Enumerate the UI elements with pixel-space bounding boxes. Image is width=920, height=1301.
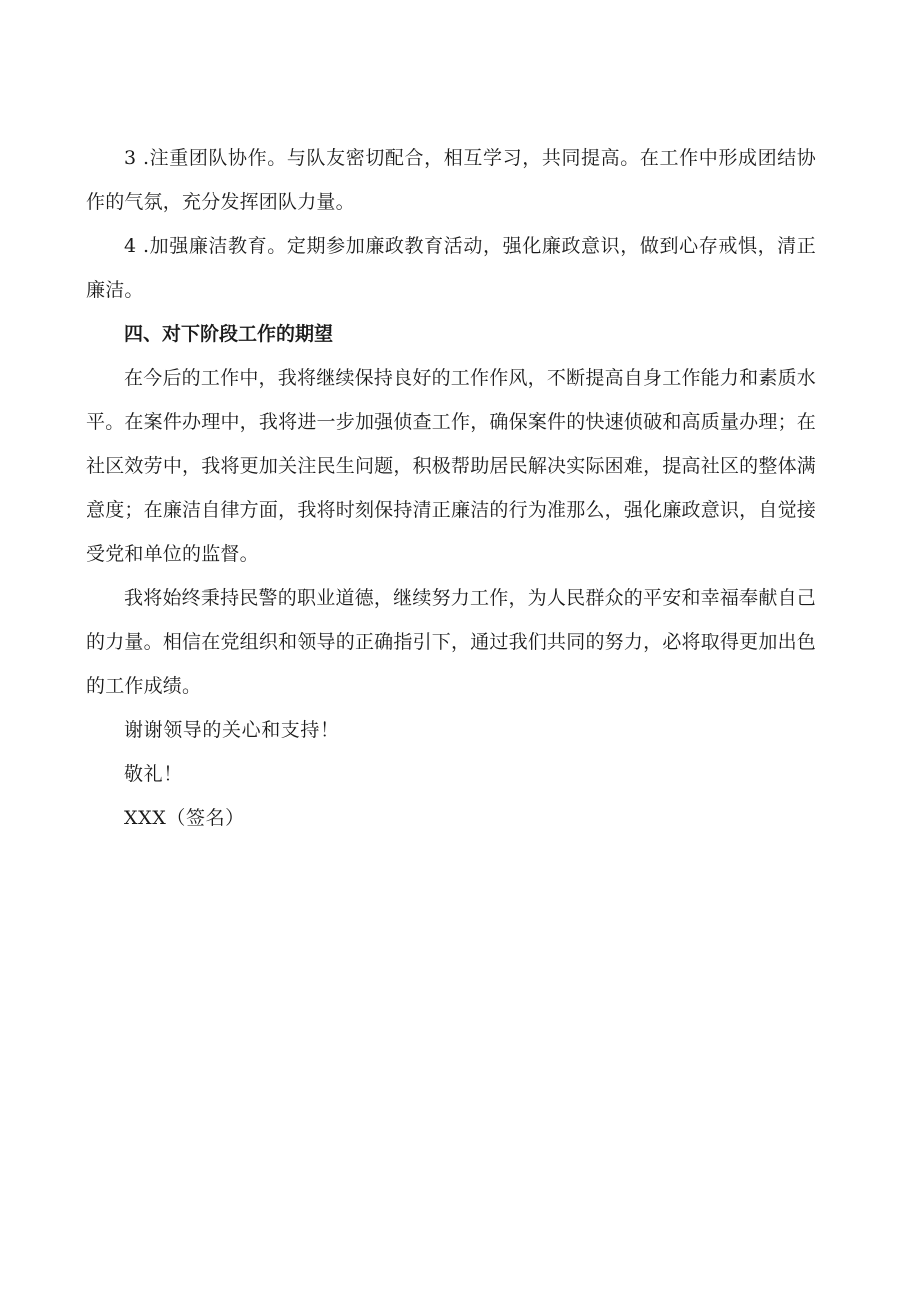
paragraph-future-plan: 在今后的工作中，我将继续保持良好的工作作风，不断提高自身工作能力和素质水平。在案件办理中，我将进一步加强侦查工作，确保案件的快速侦破和高质量办理；在社区效劳中，我将更加关注民生问题，积极帮助居民解决实际困难，提高社区的整体满意度；在廉洁自律方面，我将时刻保持清正廉洁的行为准那么，强化廉政意识，自觉接受党和单位的监督。 <box>86 367 816 565</box>
paragraph-item-3: 3 .注重团队协作。与队友密切配合，相互学习，共同提高。在工作中形成团结协作的气氛，充分发挥团队力量。 <box>86 147 816 213</box>
section-heading: 四、对下阶段工作的期望 <box>124 323 334 345</box>
thanks-line: 谢谢领导的关心和支持！ <box>124 719 340 741</box>
salutation-line: 敬礼！ <box>124 763 183 785</box>
paragraph-commitment: 我将始终秉持民警的职业道德，继续努力工作，为人民群众的平安和幸福奉献自己的力量。相信在党组织和领导的正确指引下，通过我们共同的努力，必将取得更加出色的工作成绩。 <box>86 587 816 697</box>
paragraph-item-4: 4 .加强廉洁教育。定期参加廉政教育活动，强化廉政意识，做到心存戒惧，清正廉洁。 <box>86 235 816 301</box>
document-page <box>86 136 816 840</box>
signature-line: XXX（签名） <box>124 807 245 829</box>
